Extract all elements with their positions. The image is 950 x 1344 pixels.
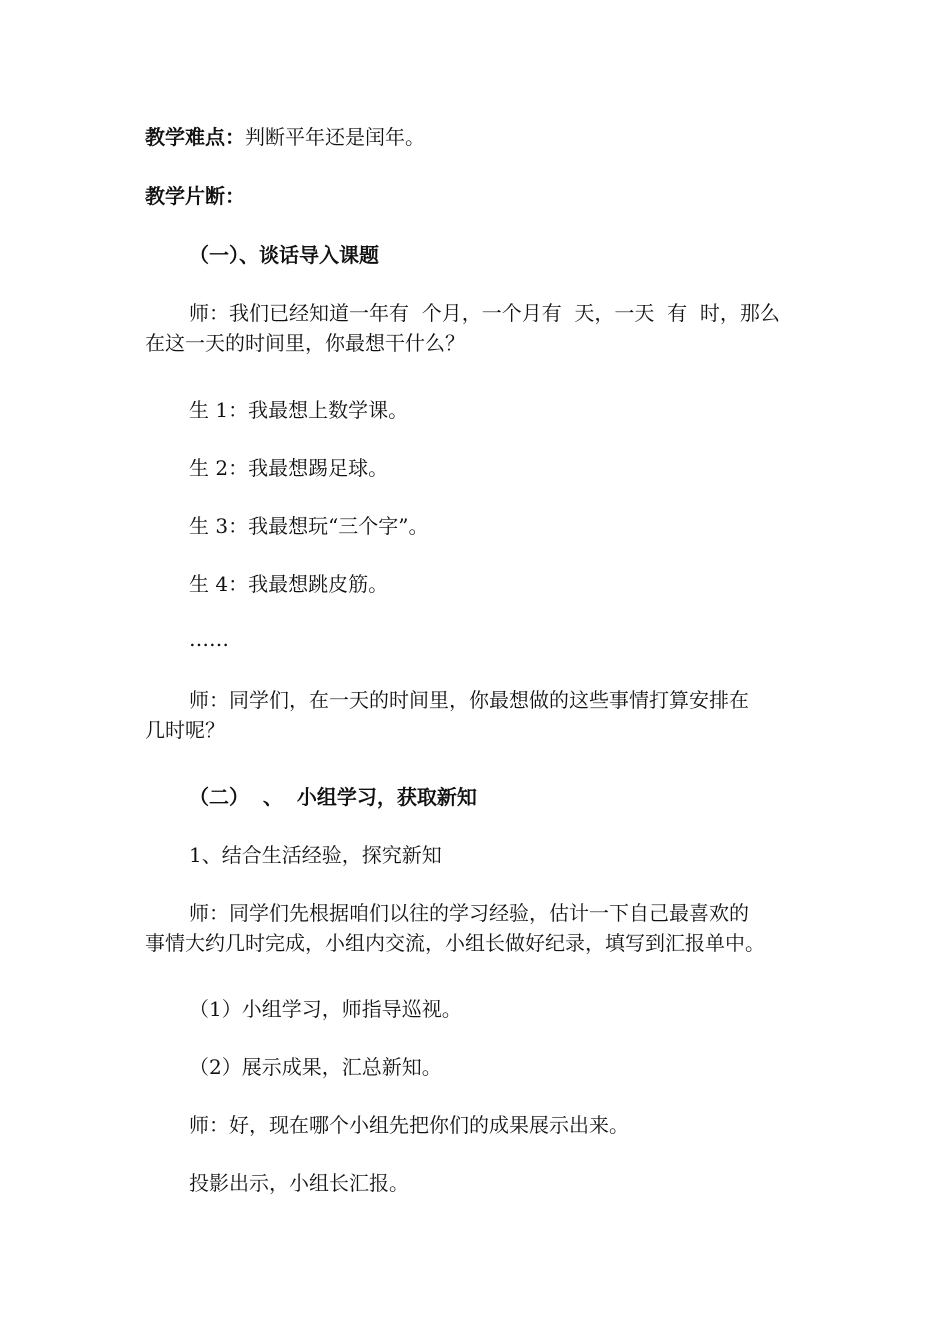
teacher-show-line: 师：好，现在哪个小组先把你们的成果展示出来。 (189, 1113, 629, 1137)
teacher-instruction-line-2: 事情大约几时完成，小组内交流，小组长做好纪录，填写到汇报单中。 (145, 931, 765, 955)
teacher-question-paragraph (145, 298, 810, 358)
student-answer-1: 生 1：我最想上数学课。 (189, 398, 409, 422)
teaching-difficulty-text: 判断平年还是闰年。 (245, 125, 425, 149)
teaching-difficulty-label: 教学难点： (145, 125, 245, 149)
sub-step-1: （1）小组学习，师指导巡视。 (189, 997, 462, 1021)
student-answer-2: 生 2：我最想踢足球。 (189, 456, 389, 480)
student-answer-3: 生 3：我最想玩“三个字”。 (189, 514, 429, 538)
teaching-fragment-label: 教学片断： (145, 184, 245, 208)
teacher-followup-line-2: 几时呢？ (145, 718, 225, 742)
teacher-instruction-line-1: 师：同学们先根据咱们以往的学习经验，估计一下自己最喜欢的 (189, 901, 749, 925)
ellipsis: …… (189, 627, 229, 651)
teaching-difficulty (145, 122, 810, 152)
student-answer-4: 生 4：我最想跳皮筋。 (189, 572, 389, 596)
section-1-title: （一）、谈话导入课题 (189, 243, 379, 267)
teacher-followup-line-1: 师：同学们，在一天的时间里，你最想做的这些事情打算安排在 (189, 688, 749, 712)
teacher-question-line-2: 在这一天的时间里，你最想干什么？ (145, 331, 465, 355)
step-1-heading: 1、结合生活经验，探究新知 (189, 843, 442, 867)
teacher-followup-paragraph (145, 685, 810, 745)
teacher-instruction-paragraph (145, 898, 810, 958)
sub-step-2: （2）展示成果，汇总新知。 (189, 1055, 442, 1079)
section-2-title: （二） 、 小组学习，获取新知 (189, 785, 477, 809)
projection-line: 投影出示，小组长汇报。 (189, 1171, 409, 1195)
teacher-question-line-1: 师：我们已经知道一年有 个月，一个月有 天，一天 有 时，那么 (189, 301, 780, 325)
